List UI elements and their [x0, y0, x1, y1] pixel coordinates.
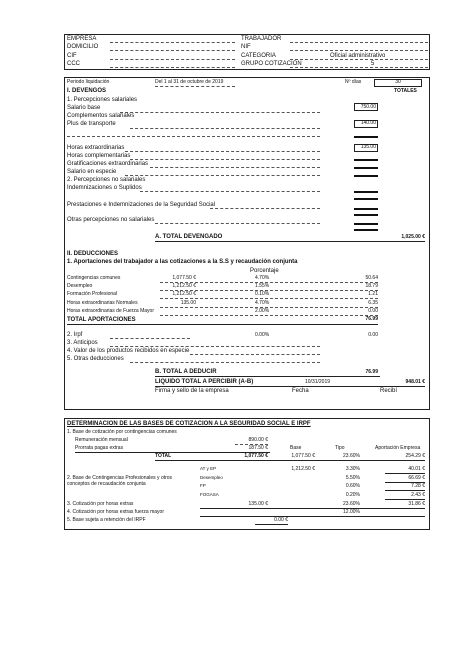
prorrata-value: 187.50 €: [248, 445, 268, 451]
percepciones-salariales: 1. Percepciones salariales: [67, 97, 138, 103]
deducciones-title: II. DEDUCCIONES: [67, 251, 119, 257]
col-tipo-header: Tipo: [335, 445, 345, 451]
aportacion-label: Contingencias comunes: [67, 275, 121, 281]
bases-total-value: 1,077.50 €: [244, 453, 268, 459]
blank-total-1: [354, 136, 378, 138]
porcentaje-header: Porcentaje: [250, 268, 279, 274]
bases-title: DETERMINACION DE LAS BASES DE COTIZACION A LA SEGURIDAD SOCIAL E IRPF: [67, 421, 311, 427]
empresa-line: [110, 42, 235, 43]
total-aportaciones-line: [67, 324, 378, 325]
period-value: Del 1 al 31 de octubre de 2019: [155, 79, 224, 85]
trabajador-label: TRABAJADOR: [241, 36, 282, 42]
indemnizaciones-total: [354, 191, 378, 193]
prestaciones-label: Prestaciones e Indemnizaciones de la Seguridad Social: [67, 202, 216, 208]
prorrata-line: [75, 452, 270, 453]
aportacion-pct: 0.10%: [255, 291, 270, 298]
no-salariales-label: 2. Percepciones no salariales: [67, 177, 146, 183]
domicilio-label: DOMICILIO: [67, 44, 99, 50]
horas-extra-value: 135.00: [360, 144, 376, 150]
horas-compl-label: Horas complementarias: [67, 153, 131, 159]
bases-item5-value: 0.00 €: [274, 517, 288, 523]
blank-total-3: [354, 214, 378, 216]
total-deducir-label: B. TOTAL A DEDUCIR: [155, 369, 217, 375]
blank-total-2: [354, 198, 378, 200]
nif-label: NIF: [241, 44, 251, 50]
item2-row-line: [385, 473, 425, 474]
item2-tipo: 3.30%: [345, 466, 360, 472]
col-aport-header: Aportación Empresa: [375, 445, 421, 451]
grupo-label: GRUPO COTIZACION: [241, 61, 302, 67]
period-line: [155, 86, 235, 87]
indemnizaciones-line: [140, 191, 320, 192]
otras-deducciones-line: [130, 362, 320, 363]
liquido-date: 10/31/2019: [305, 379, 331, 385]
horas-compl-total: [354, 159, 378, 161]
gratificaciones-total: [354, 167, 378, 169]
salario-base-line: [120, 112, 320, 113]
bases-total-label: TOTAL: [155, 453, 172, 459]
bases-item3-aport: 31.86 €: [408, 501, 425, 507]
otras-percepciones-label: Otras percepciones no salariales: [67, 217, 155, 223]
total-deducir-line: [155, 376, 380, 377]
aportacion-label: Desempleo: [67, 283, 93, 290]
bases-item2-line1: 2. Base de Contingencias Profesionales y otros conceptos de recaudación conjunta: [67, 475, 173, 487]
ccc-label: CCC: [67, 61, 80, 67]
total-devengado-value: 1,025.00 €: [401, 234, 425, 240]
fecha-label: Fecha: [292, 388, 309, 394]
remuneracion-label: Remuneración mensual: [75, 437, 128, 443]
aportacion-label: Horas extraordinarias de Fuerza Mayor: [67, 307, 154, 314]
period-label: Periodo liquidación: [67, 79, 110, 85]
aportacion-base: 135.00: [180, 299, 196, 306]
total-devengado-label: A. TOTAL DEVENGADO: [155, 234, 223, 240]
item2-tipo: 0.60%: [345, 483, 360, 489]
aportacion-amount: 50.64: [365, 275, 378, 281]
salario-base-value: 750.00: [360, 104, 376, 110]
irpf-pct: 0.00%: [255, 332, 270, 338]
cif-line: [110, 59, 235, 60]
item2-label: FOGASA: [200, 491, 219, 497]
aportacion-row-line: [160, 315, 378, 316]
categoria-label: CATEGORIA: [241, 53, 276, 59]
grupo-value: 5: [371, 61, 375, 67]
anticipos-line: [110, 346, 320, 347]
bases-total-line: [155, 460, 425, 461]
item2-label: FP: [200, 483, 206, 488]
plus-transporte-line: [130, 128, 320, 129]
total-deducir-value: 76.99: [365, 369, 378, 375]
plus-transporte-label: Plus de transporte: [67, 121, 116, 127]
ccc-line: [110, 67, 235, 68]
irpf-line: [110, 338, 190, 339]
productos-label: 4. Valor de los productos recibidos en especie: [67, 348, 190, 354]
liquido-line: [155, 386, 425, 387]
aportacion-amount: 18.79: [365, 283, 378, 290]
anticipos-label: 3. Anticipos: [67, 340, 98, 346]
otras-percepciones-line: [155, 223, 320, 224]
aportacion-label: Horas extraordinarias Normales: [67, 299, 138, 306]
item2-label: Desempleo: [200, 474, 223, 480]
indemnizaciones-label: Indemnizaciones o Suplidos: [67, 185, 142, 191]
horas-compl-line: [130, 159, 320, 160]
total-aportaciones-value: 76.99: [365, 316, 378, 322]
dias-value: 30: [395, 79, 401, 85]
item2-aport: 66.69 €: [408, 474, 425, 481]
aportacion-pct: 4.70%: [255, 299, 270, 306]
item2-base: 1,212.50 €: [291, 466, 315, 472]
domicilio-line: [110, 50, 235, 51]
productos-line: [190, 354, 320, 355]
bases-item4-line: [200, 516, 425, 517]
totales-header: TOTALES: [394, 88, 417, 94]
prorrata-label: Prorrata pagas extras: [75, 445, 124, 451]
bases-item4-tipo: 12.00%: [343, 509, 360, 515]
aportacion-label: Formación Profesional: [67, 291, 118, 298]
nif-line: [290, 50, 428, 51]
item2-aport: 40.01 €: [408, 466, 425, 472]
devengos-title: I. DEVENGOS: [67, 88, 107, 94]
prestaciones-line: [210, 208, 320, 209]
firma-label: Firma y sello de la empresa: [155, 388, 229, 394]
item2-aport: 2.43 €: [411, 491, 425, 498]
trabajador-line: [290, 42, 428, 43]
especie-line: [125, 175, 320, 176]
horas-extra-label: Horas extraordinarias: [67, 145, 125, 151]
bases-total-base: 1,077.50 €: [291, 453, 315, 459]
aportacion-row-line: [160, 307, 378, 308]
prestaciones-total: [354, 208, 378, 210]
empresa-label: EMPRESA: [67, 36, 97, 42]
horas-extra-line: [125, 151, 320, 152]
item2-aport: 7.28 €: [411, 483, 425, 489]
bases-item3-tipo: 23.60%: [343, 501, 360, 507]
aportacion-amount: 0.00: [368, 307, 378, 314]
dias-label: Nº días: [345, 79, 362, 85]
aportaciones-title: 1. Aportaciones del trabajador a las cotizaciones a la S.S y recaudación conjunta: [67, 259, 298, 265]
aportacion-base: 1,212.50 €: [172, 283, 196, 290]
item2-tipo: 0.20%: [345, 491, 360, 498]
salario-base-label: Salario base: [67, 105, 101, 111]
categoria-value: Oficial administrativo: [330, 53, 386, 59]
item2-row-line: [385, 490, 425, 491]
bases-item3: 3. Cotización por horas extras: [67, 501, 134, 507]
blank-total-4: [354, 229, 378, 231]
complementos-label: Complementos salariales: [67, 113, 135, 119]
bases-total-aport: 254.29 €: [405, 453, 425, 459]
blank-line-1: [67, 136, 320, 137]
gratificaciones-label: Gratificaciones extraordinarias: [67, 161, 149, 167]
total-devengado-line: [155, 241, 425, 242]
aportacion-pct: 4.70%: [255, 275, 270, 281]
aportacion-amount: 6.35: [368, 299, 378, 306]
item2-label: AT y EP: [200, 466, 217, 471]
item2-tipo: 5.50%: [345, 474, 360, 481]
especie-total: [354, 175, 378, 177]
aportacion-pct: 1.55%: [255, 283, 270, 290]
aportacion-amount: 1.21: [368, 291, 378, 298]
remuneracion-value: 890.00 €: [248, 437, 268, 443]
liquido-value: 948.01 €: [405, 379, 425, 385]
bases-item1: 1. Base de cotización por contingencias comunes: [67, 429, 177, 435]
especie-label: Salario en especie: [67, 169, 117, 175]
irpf-value: 0.00: [368, 332, 378, 338]
bases-item3-base: 135.00 €: [248, 501, 268, 507]
otras-deducciones-label: 5. Otras deducciones: [67, 356, 124, 362]
grupo-line: [290, 67, 428, 68]
liquido-label: LIQUIDO TOTAL A PERCIBIR (A-B): [155, 379, 254, 385]
otras-percepciones-total: [354, 223, 378, 225]
bases-total-tipo: 23.60%: [343, 453, 360, 459]
aportacion-base: 1,077.50 €: [172, 275, 196, 281]
bases-item5-line: [255, 524, 288, 525]
item2-row-line: [385, 499, 425, 500]
gratificaciones-line: [150, 167, 320, 168]
aportacion-base: 1,212.50 €: [172, 291, 196, 298]
recibi-label: Recibí: [380, 388, 398, 394]
col-base-header: Base: [290, 445, 302, 451]
bases-item3-line: [200, 508, 425, 509]
aportacion-pct: 2.00%: [255, 307, 270, 314]
cif-label: CIF: [67, 53, 77, 59]
categoria-line: [290, 59, 428, 60]
bases-item5: 5. Base sujeta a retención del IRPF: [67, 517, 146, 523]
bases-item4: 4. Cotización por horas extras fuerza mayor: [67, 509, 164, 515]
plus-transporte-value: 140.00: [360, 120, 376, 126]
irpf-label: 2. Irpf: [67, 332, 83, 338]
total-aportaciones-label: TOTAL APORTACIONES: [67, 317, 136, 323]
